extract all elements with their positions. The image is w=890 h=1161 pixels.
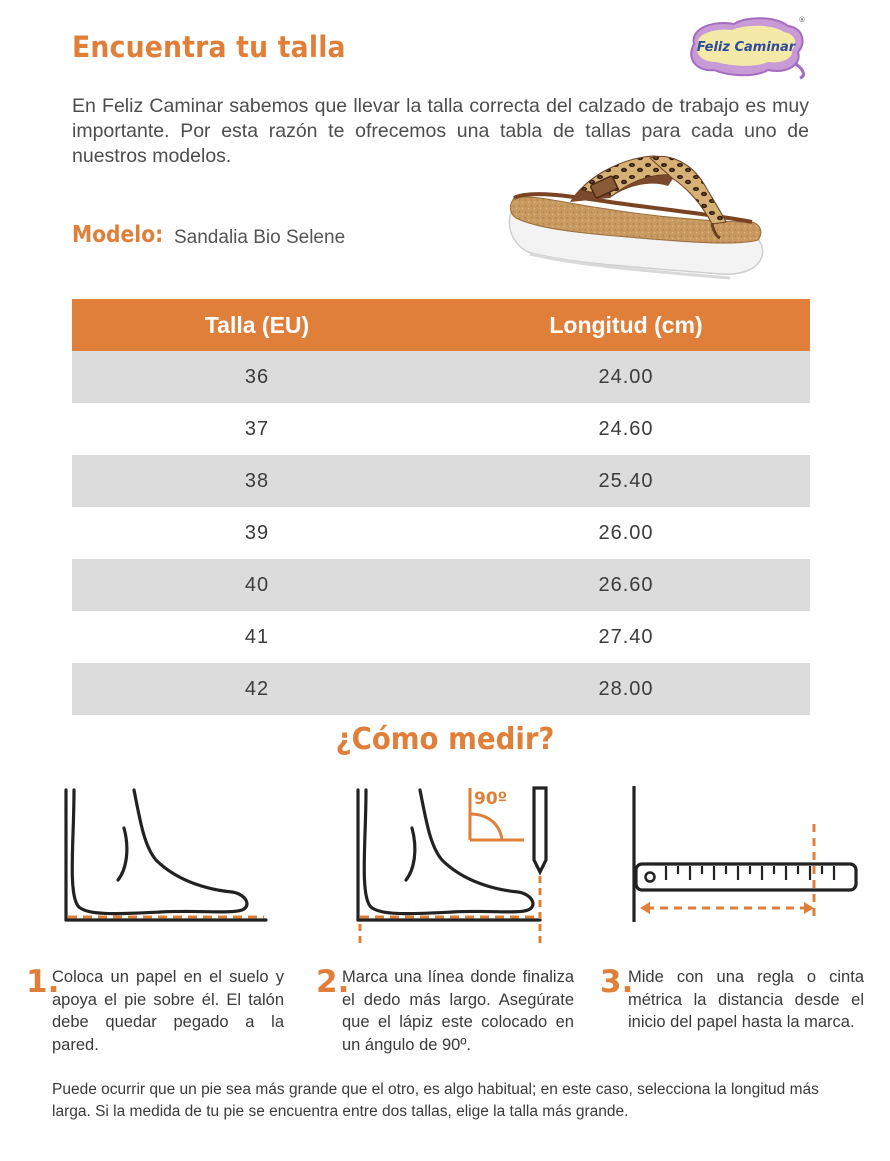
- cell-size: 36: [72, 351, 442, 403]
- table-row: [72, 507, 810, 559]
- step-2-text: Marca una línea donde finaliza el dedo más largo. Asegúrate que el lápiz este colocado en un ángulo de 90º.: [342, 968, 574, 1054]
- feliz-caminar-logo: [684, 14, 808, 80]
- table-row: [72, 663, 810, 715]
- step-2-number: 2.: [316, 964, 350, 1000]
- header-length-cm: Longitud (cm): [442, 299, 810, 351]
- model-label: Modelo:: [72, 222, 164, 248]
- step-1-text: Coloca un papel en el suelo y apoya el pie sobre él. El talón debe quedar pegado a la pared.: [52, 968, 284, 1054]
- cell-length: 24.60: [598, 417, 654, 440]
- header-size-eu: Talla (EU): [72, 299, 442, 351]
- cell-length: 25.40: [442, 455, 810, 507]
- table-row: [72, 559, 810, 611]
- step2-pencil-illustration: [350, 780, 562, 950]
- step-1-number: 1.: [26, 964, 60, 1000]
- table-row: [72, 611, 810, 663]
- step-3-number: 3.: [600, 964, 634, 1000]
- footer-note: Puede ocurrir que un pie sea más grande que el otro, es algo habitual; en este caso, selecciona la longitud más larga. Si la medida de tu pie se encuentra entre dos tallas, elige la talla más grande.: [52, 1081, 819, 1120]
- cell-length: 28.00: [442, 663, 810, 715]
- table-row: [72, 351, 810, 403]
- cell-size: 38: [72, 455, 442, 507]
- svg-text:Feliz Caminar: Feliz Caminar: [696, 40, 796, 55]
- table-row: [72, 403, 810, 455]
- cell-length: 24.00: [442, 351, 810, 403]
- cell-length: 27.40: [598, 625, 654, 648]
- page-title: Encuentra tu talla: [72, 30, 346, 64]
- how-to-measure-title: ¿Cómo medir?: [335, 722, 555, 757]
- cell-size: 40: [72, 559, 442, 611]
- step1-foot-illustration: [60, 780, 272, 950]
- cell-length: 26.60: [442, 559, 810, 611]
- intro-paragraph: En Feliz Caminar sabemos que llevar la talla correcta del calzado de trabajo es muy importante. Por esta razón te ofrecemos una tabla de tallas para cada uno de nuestros modelos.: [72, 95, 809, 167]
- step3-ruler-illustration: [626, 780, 866, 950]
- cell-size: 39: [244, 521, 270, 544]
- cell-size: 41: [244, 625, 270, 648]
- model-name: Sandalia Bio Selene: [174, 227, 346, 248]
- size-table: [72, 299, 810, 715]
- cell-length: 26.00: [598, 521, 654, 544]
- cell-size: 37: [244, 417, 270, 440]
- table-row: [72, 455, 810, 507]
- step-3-text: Mide con una regla o cinta métrica la distancia desde el inicio del papel hasta la marca.: [628, 968, 864, 1031]
- angle-label: 90º: [474, 789, 508, 809]
- cell-size: 42: [72, 663, 442, 715]
- svg-text:®: ®: [798, 16, 806, 24]
- size-table-header: [72, 299, 810, 351]
- sandal-product-image: [500, 150, 770, 292]
